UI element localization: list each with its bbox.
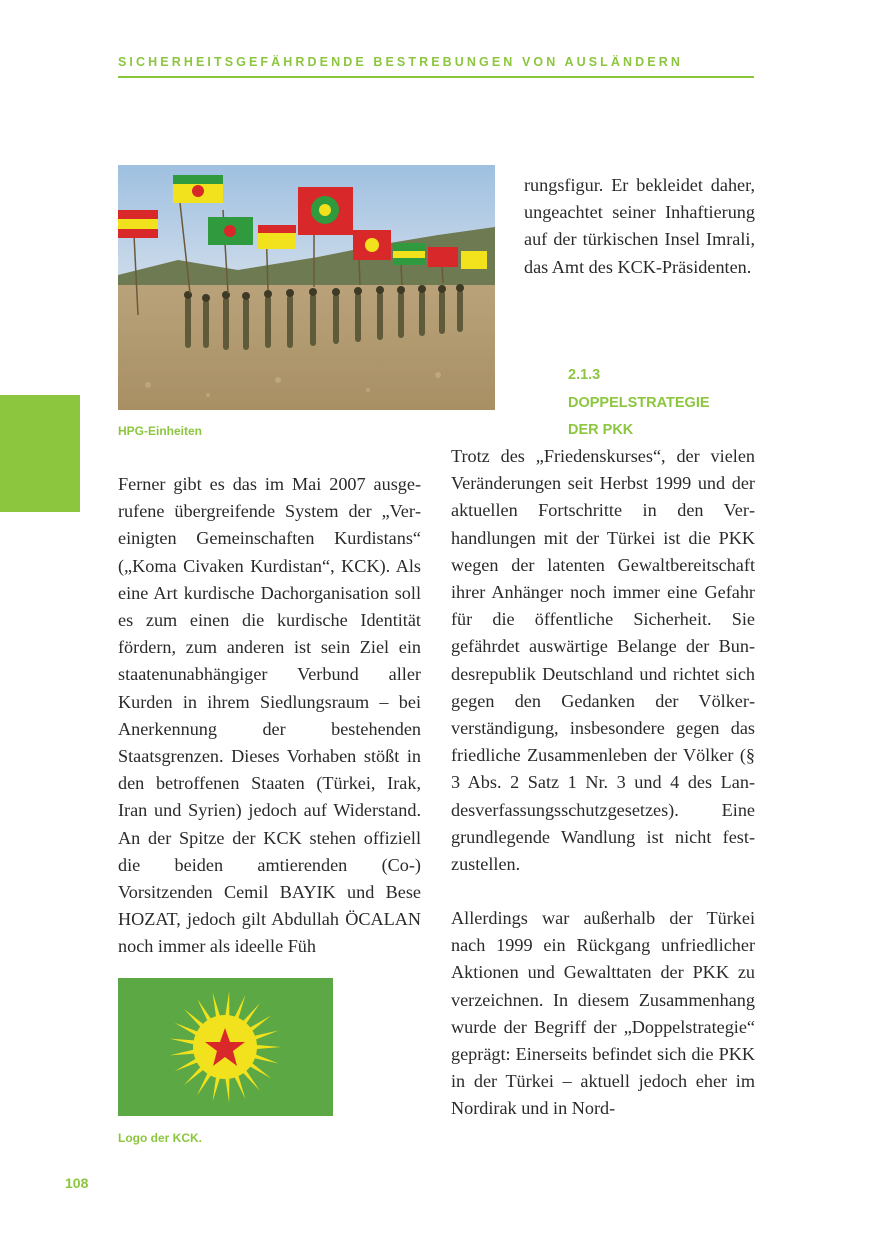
running-header: SICHERHEITSGEFÄHRDENDE BESTREBUNGEN VON AUSLÄNDERN [118, 55, 683, 69]
section-number: 2.1.3 [568, 367, 601, 383]
section-title-line-2: DER PKK [568, 422, 634, 438]
page-number: 108 [65, 1175, 89, 1191]
section-heading [568, 362, 710, 445]
header-rule [118, 76, 754, 78]
right-column-paragraph-2: Allerdings war außerhalb der Türkei nach 1999 ein Rückgang unfriedlicher Aktionen und Gewalttaten der PKK zu verzeichnen. In diesem Zusammenhang wurde der Begriff der „Doppelstrategie“ geprägt: Einerseits befindet sich die PKK in der Türkei – aktuell jedoch eher im Nordirak und in Nord- [451, 908, 755, 1119]
chapter-side-tab [0, 395, 80, 512]
hpg-units-photo [118, 165, 495, 410]
right-column-top-text: rungsfigur. Er bekleidet daher, ungeachtet seiner Inhaftierung auf der türkischen Insel Imrali, das Amt des KCK-Präsidenten. [524, 175, 755, 277]
kck-logo-image [118, 978, 333, 1116]
photo-caption: HPG-Einheiten [118, 424, 203, 438]
left-column-text: Ferner gibt es das im Mai 2007 ausgerufene übergreifende System der „Vereinigten Gemeinschaften Kurdistans“ („Koma Civaken Kurdistan“, KCK). Als eine Art kurdische Dachorganisation soll es zum einen die kurdische Identität fördern, zum anderen ist sein Ziel ein staatenunabhängiger Verbund aller Kurden in ihrem Siedlungsraum – bei Anerkennung der bestehenden Staatsgrenzen. Dieses Vorhaben stößt in den betroffenen Staaten (Türkei, Irak, Iran und Syrien) jedoch auf Widerstand. An der Spitze der KCK stehen offiziell die beiden amtierenden (Co-) Vorsitzenden Cemil BAYIK und Bese HOZAT, jedoch gilt Abdullah ÖCALAN noch immer als ideelle Füh [118, 474, 421, 957]
right-column-paragraph-1: Trotz des „Friedenskurses“, der vielen Veränderungen seit Herbst 1999 und der aktuellen Fortschritte in den Verhandlungen mit der Türkei ist die PKK wegen der latenten Gewaltbereitschaft ihrer Anhänger noch immer eine Gefahr für die öffentliche Sicherheit. Sie gefährdet auswärtige Belange der Bundesrepublik Deutschland und richtet sich gegen den Gedanken der Völkerverständigung, insbesondere gegen das friedliche Zusammenleben der Völker (§ 3 Abs. 2 Satz 1 Nr. 3 und 4 des Landesverfassungsschutzgesetzes). Eine grundlegende Wandlung ist nicht festzustellen. [451, 446, 755, 875]
section-title-line-1: DOPPELSTRATEGIE [568, 394, 710, 411]
logo-caption: Logo der KCK. [118, 1131, 202, 1145]
